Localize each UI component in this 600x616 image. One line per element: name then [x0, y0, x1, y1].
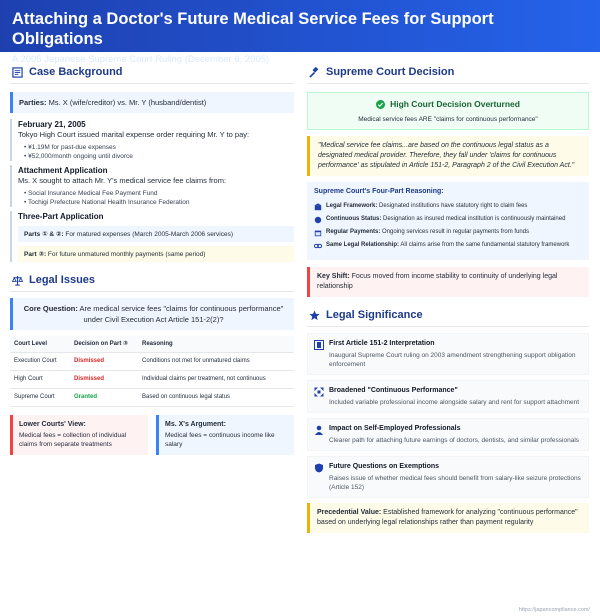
table-row	[10, 352, 294, 370]
overturn-box	[307, 92, 589, 130]
significance-item	[307, 333, 589, 375]
view-text: Medical fees = collection of individual claims from separate treatments	[19, 431, 127, 448]
column-header: Decision on Part ③	[70, 336, 138, 352]
page-subtitle: A 2005 Japanese Supreme Court Ruling (December 6, 2005)	[12, 54, 270, 65]
reasoning-text: Ongoing services result in regular payments from funds	[380, 229, 530, 235]
key-shift-label: Key Shift:	[317, 273, 350, 280]
table-cell: Conditions not met for unmatured claims	[138, 352, 294, 370]
table-header-row	[10, 336, 294, 352]
significance-heading: Broadened "Continuous Performance"	[329, 387, 458, 394]
list-item: • ¥52,000/month ongoing until divorce	[24, 152, 294, 161]
list-item: • Social Insurance Medical Fee Payment Fund	[24, 189, 294, 198]
right-column	[307, 60, 589, 533]
ms-x-argument	[156, 415, 294, 455]
list-icon	[12, 67, 23, 78]
view-text: Medical fees = continuous income like salary	[165, 431, 275, 448]
list-item: • Tochigi Prefecture National Health Insurance Federation	[24, 198, 294, 207]
precedential-text: Established framework for analyzing "continuous performance" based on underlying legal relationships rather than payment regularity	[317, 509, 578, 526]
table-cell: High Court	[10, 370, 70, 388]
list-item: • ¥1.19M for past-due expenses	[24, 143, 294, 152]
key-shift-box	[307, 267, 589, 297]
timeline-block-order	[10, 119, 294, 161]
reasoning-text: Designation as insured medical institution is continuously maintained	[381, 216, 566, 222]
table-cell: Execution Court	[10, 352, 70, 370]
overturn-text: Medical service fees ARE "claims for continuous performance"	[358, 116, 538, 123]
star-icon	[309, 310, 320, 321]
reasoning-label: Regular Payments:	[326, 229, 381, 235]
calendar-icon	[314, 229, 322, 237]
reasoning-text: Designated institutions have statutory right to claim fees	[377, 203, 528, 209]
part-label: Parts ① & ②:	[24, 231, 64, 238]
block-list	[18, 189, 294, 207]
page-header	[0, 0, 600, 65]
page-title: Attaching a Doctor's Future Medical Service Fees for Support Obligations	[12, 10, 494, 48]
significance-text: Raises issue of whether medical fees should benefit from salary-like seizure protections (Article 152)	[329, 475, 581, 491]
reasoning-item	[314, 228, 582, 237]
legal-issues-header	[10, 268, 294, 292]
precedential-value-box	[307, 503, 589, 533]
lower-courts-view	[10, 415, 148, 455]
source-url: https://japancompliance.com/	[518, 607, 590, 613]
case-background-header	[10, 60, 294, 84]
block-heading: Three-Part Application	[18, 212, 104, 221]
precedential-label: Precedential Value:	[317, 509, 382, 516]
significance-item	[307, 456, 589, 498]
table-row	[10, 388, 294, 406]
significance-heading: Impact on Self-Employed Professionals	[329, 425, 461, 432]
table-cell: Granted	[70, 388, 138, 406]
court-quote: "Medical service fee claims...are based on the continuous legal status as a designated medical provider. Therefore, they fall under 'claims for continuous performance' as stipulated in Article 151-2, Paragraph 2 of the Civil Execution Act."	[307, 136, 589, 176]
reasoning-item	[314, 215, 582, 224]
significance-title: Legal Significance	[326, 309, 423, 321]
part-text: For future unmatured monthly payments (same period)	[46, 251, 206, 258]
check-circle-icon	[376, 100, 385, 109]
reasoning-title: Supreme Court's Four-Part Reasoning:	[314, 188, 444, 195]
circle-icon	[314, 216, 322, 224]
view-title: Ms. X's Argument:	[165, 420, 226, 428]
shield-icon	[314, 463, 324, 473]
case-background-title: Case Background	[29, 66, 123, 78]
part-text: For matured expenses (March 2005-March 2006 services)	[63, 231, 233, 238]
decision-title: Supreme Court Decision	[326, 66, 455, 78]
part-label: Part ③:	[24, 251, 47, 258]
reasoning-text: All claims arise from the same fundamental statutory framework	[399, 242, 570, 248]
significance-item	[307, 418, 589, 451]
block-text: Ms. X sought to attach Mr. Y's medical service fee claims from:	[18, 176, 227, 185]
reasoning-label: Continuous Status:	[326, 216, 382, 222]
table-cell: Based on continuous legal status	[138, 388, 294, 406]
table-cell: Dismissed	[70, 352, 138, 370]
block-text: Tokyo High Court issued marital expense order requiring Mr. Y to pay:	[18, 130, 250, 139]
part-3-row	[18, 246, 294, 262]
left-column	[10, 60, 294, 455]
timeline-block-attachment	[10, 165, 294, 207]
timeline-block-three-part	[10, 211, 294, 262]
block-list	[18, 143, 294, 161]
significance-text: Inaugural Supreme Court ruling on 2003 amendment strengthening support obligation enforcement	[329, 352, 576, 368]
table-cell: Supreme Court	[10, 388, 70, 406]
column-header: Court Level	[10, 336, 70, 352]
scales-icon	[12, 275, 23, 286]
building-icon	[314, 203, 322, 211]
overturn-heading: High Court Decision Overturned	[390, 99, 520, 109]
view-title: Lower Courts' View:	[19, 420, 86, 428]
user-icon	[314, 425, 324, 435]
block-heading: Attachment Application	[18, 166, 108, 175]
views-comparison	[10, 415, 294, 455]
four-part-reasoning	[307, 182, 589, 260]
significance-header	[307, 303, 589, 327]
parties-label: Parties:	[19, 98, 47, 107]
court-decisions-table	[10, 336, 294, 407]
legal-issues-title: Legal Issues	[29, 274, 96, 286]
expand-icon	[314, 387, 324, 397]
part-1-2-row	[18, 226, 294, 242]
significance-heading: Future Questions on Exemptions	[329, 463, 440, 470]
table-row	[10, 370, 294, 388]
decision-header	[307, 60, 589, 84]
reasoning-item	[314, 202, 582, 211]
column-header: Reasoning	[138, 336, 294, 352]
parties-text: Ms. X (wife/creditor) vs. Mr. Y (husband/dentist)	[46, 98, 207, 107]
reasoning-item	[314, 241, 582, 250]
reasoning-label: Same Legal Relationship:	[326, 242, 400, 248]
significance-text: Included variable professional income alongside salary and rent for support attachment	[329, 399, 580, 406]
significance-heading: First Article 151-2 Interpretation	[329, 340, 435, 347]
block-heading: February 21, 2005	[18, 120, 86, 129]
first-icon	[314, 340, 324, 350]
reasoning-label: Legal Framework:	[326, 203, 378, 209]
core-label: Core Question:	[23, 304, 78, 313]
significance-text: Clearer path for attaching future earnings of doctors, dentists, and similar professionals	[329, 437, 580, 444]
table-cell: Dismissed	[70, 370, 138, 388]
significance-item	[307, 380, 589, 413]
core-text: Are medical service fees "claims for continuous performance" under Civil Execution Act Article 151-2(2)?	[77, 304, 284, 324]
core-question	[10, 298, 294, 330]
table-cell: Individual claims per treatment, not continuous	[138, 370, 294, 388]
link-icon	[314, 242, 322, 250]
parties-box	[10, 92, 294, 113]
key-shift-text: Focus moved from income stability to continuity of underlying legal relationship	[317, 273, 558, 290]
gavel-icon	[309, 67, 320, 78]
overturn-heading-row	[314, 99, 582, 109]
